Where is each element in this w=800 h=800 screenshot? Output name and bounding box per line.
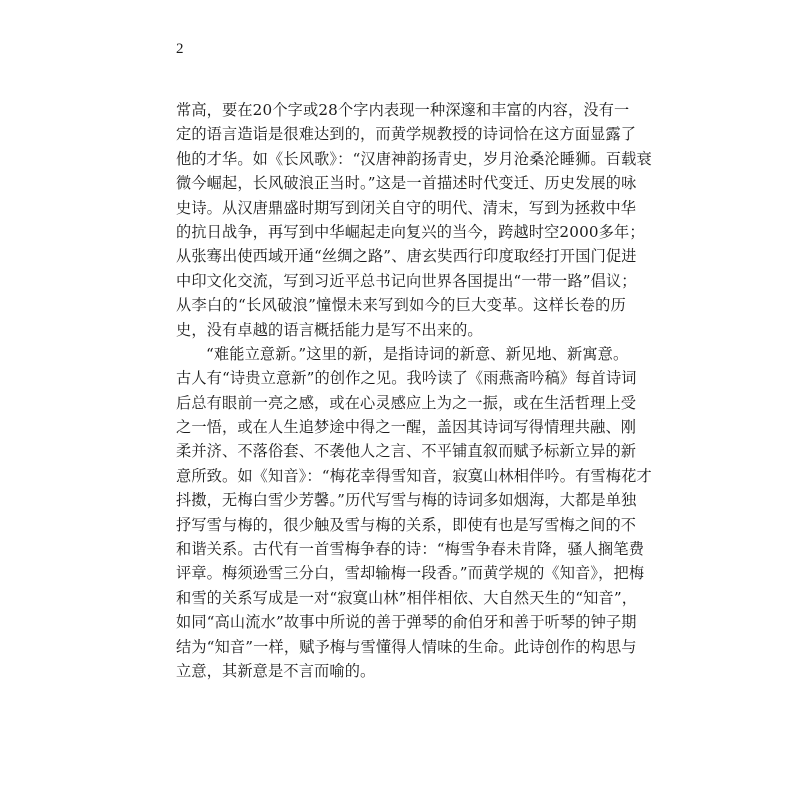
text-line: 抒写雪与梅的，很少触及雪与梅的关系，即使有也是写雪梅之间的不 <box>176 515 637 534</box>
text-line: 史诗。从汉唐鼎盛时期写到闭关自守的明代、清末，写到为拯救中华 <box>176 198 637 217</box>
text-line: 如同“高山流水”故事中所说的善于弹琴的俞伯牙和善于听琴的钟子期 <box>176 613 637 632</box>
text-line: 定的语言造诣是很难达到的，而黄学规教授的诗词恰在这方面显露了 <box>176 125 637 144</box>
page-number: 2 <box>176 41 184 57</box>
text-line: 和雪的关系写成是一对“寂寞山林”相伴相依、大自然天生的“知音”， <box>176 588 638 607</box>
text-line: 中印文化交流，写到习近平总书记向世界各国提出“一带一路”倡议； <box>176 271 637 290</box>
text-line: 和谐关系。古代有一首雪梅争春的诗：“梅雪争春未肯降，骚人搁笔费 <box>176 540 645 559</box>
text-line: 他的才华。如《长风歌》：“汉唐神韵扬青史，岁月沧桑沦睡狮。百载衰 <box>176 149 652 168</box>
text-line-paragraph-end: 史，没有卓越的语言概括能力是写不出来的。 <box>176 320 483 339</box>
text-line: 后总有眼前一亮之感，或在心灵感应上为之一振，或在生活哲理上受 <box>176 393 637 412</box>
text-line: 之一悟，或在人生追梦途中得之一醒，盖因其诗词写得情理共融、刚 <box>176 418 637 437</box>
text-line: 从李白的“长风破浪”憧憬未来写到如今的巨大变革。这样长卷的历 <box>176 296 626 315</box>
text-line: 的抗日战争，再写到中华崛起走向复兴的当今，跨越时空2000多年； <box>176 222 645 241</box>
text-line: 柔并济、不落俗套、不袭他人之言、不平铺直叙而赋予标新立异的新 <box>176 442 637 461</box>
text-line: 评章。梅须逊雪三分白，雪却输梅一段香。”而黄学规的《知音》，把梅 <box>176 564 645 583</box>
text-line: 古人有“诗贵立意新”的创作之见。我吟读了《雨燕斋吟稿》每首诗词 <box>176 369 637 388</box>
text-line: 微今崛起，长风破浪正当时。”这是一首描述时代变迁、历史发展的咏 <box>176 174 637 193</box>
body-text <box>176 98 652 683</box>
text-line: 抖擞，无梅白雪少芳馨。”历代写雪与梅的诗词多如烟海，大都是单独 <box>176 491 637 510</box>
text-line: 常高，要在20个字或28个字内表现一种深邃和丰富的内容，没有一 <box>176 101 630 119</box>
text-line-paragraph-start: “难能立意新。”这里的新，是指诗词的新意、新见地、新寓意。 <box>206 344 629 363</box>
text-line: 意所致。如《知音》：“梅花幸得雪知音，寂寞山林相伴吟。有雪梅花才 <box>176 466 652 485</box>
text-line: 从张骞出使西域开通“丝绸之路”、唐玄奘西行印度取经打开国门促进 <box>176 247 637 266</box>
text-line: 结为“知音”一样，赋予梅与雪懂得人情味的生命。此诗创作的构思与 <box>176 637 637 656</box>
text-line-paragraph-end: 立意，其新意是不言而喻的。 <box>176 661 376 680</box>
